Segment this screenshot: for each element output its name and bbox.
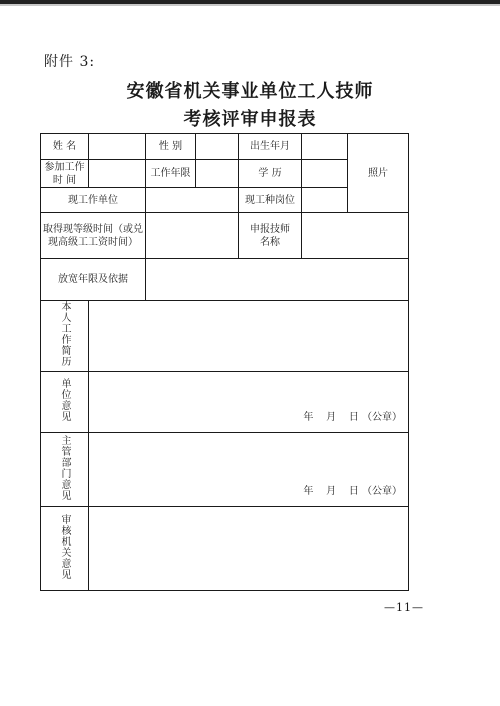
- dept-opinion-date-seal: 年 月 日 （公章）: [303, 486, 402, 497]
- resume-label-cell: [41, 301, 89, 372]
- gender-label: 性 别: [146, 134, 196, 160]
- relax-years-label: 放宽年限及依据: [41, 259, 146, 301]
- level-time-label-line-2: 现高级工工资时间）: [48, 236, 138, 248]
- unit-opinion-label: 单位意见: [59, 378, 70, 422]
- current-position-value[interactable]: [302, 188, 348, 213]
- join-work-label-line-2: 时 间: [52, 174, 77, 186]
- level-time-label-line-1: 取得现等级时间（或兑: [43, 223, 143, 235]
- resume-label: 本人工作简历: [59, 301, 70, 367]
- review-opinion-label: 审核机关意见: [59, 513, 70, 580]
- apply-title-label-line-2: 名称: [260, 236, 280, 248]
- unit-opinion-label-cell: [41, 372, 89, 433]
- work-years-value[interactable]: [196, 160, 239, 188]
- education-label: 学 历: [239, 160, 302, 188]
- apply-title-value[interactable]: [302, 213, 409, 259]
- review-opinion-value[interactable]: [89, 507, 409, 591]
- current-unit-value[interactable]: [146, 188, 239, 213]
- unit-opinion-date-seal: 年 月 日 （公章）: [303, 412, 402, 423]
- page-number: —11—: [384, 601, 424, 614]
- join-work-label-line-1: 参加工作: [44, 161, 85, 173]
- gender-value[interactable]: [196, 134, 239, 160]
- scan-edge-shadow: [0, 4, 500, 6]
- join-work-time-value[interactable]: [89, 160, 146, 188]
- photo-label: 照片: [368, 167, 388, 179]
- resume-value[interactable]: [89, 301, 409, 372]
- current-unit-label: 现工作单位: [41, 188, 146, 213]
- form-title-line-1: 安徽省机关事业单位工人技师: [126, 81, 374, 102]
- apply-title-label: [239, 213, 302, 259]
- dept-opinion-value[interactable]: [89, 433, 409, 507]
- birth-value[interactable]: [302, 134, 348, 160]
- review-opinion-label-cell: [41, 507, 89, 591]
- education-value[interactable]: [302, 160, 348, 188]
- unit-opinion-value[interactable]: [89, 372, 409, 433]
- level-time-label: [41, 213, 146, 259]
- level-time-value[interactable]: [146, 213, 239, 259]
- application-form-table: [40, 133, 409, 591]
- form-title-line-2: 考核评审申报表: [183, 109, 317, 130]
- birth-label: 出生年月: [239, 134, 302, 160]
- join-work-time-label: [41, 160, 89, 188]
- attachment-label: 附件 3:: [44, 54, 96, 70]
- current-position-label: 现工种岗位: [239, 188, 302, 213]
- name-label: 姓 名: [41, 134, 89, 160]
- apply-title-label-line-1: 申报技师: [250, 223, 290, 235]
- dept-opinion-label-cell: [41, 433, 89, 507]
- name-value[interactable]: [89, 134, 146, 160]
- photo-cell[interactable]: [348, 134, 409, 213]
- dept-opinion-label: 主管部门意见: [59, 434, 70, 501]
- work-years-label: 工作年限: [146, 160, 196, 188]
- relax-years-value[interactable]: [146, 259, 409, 301]
